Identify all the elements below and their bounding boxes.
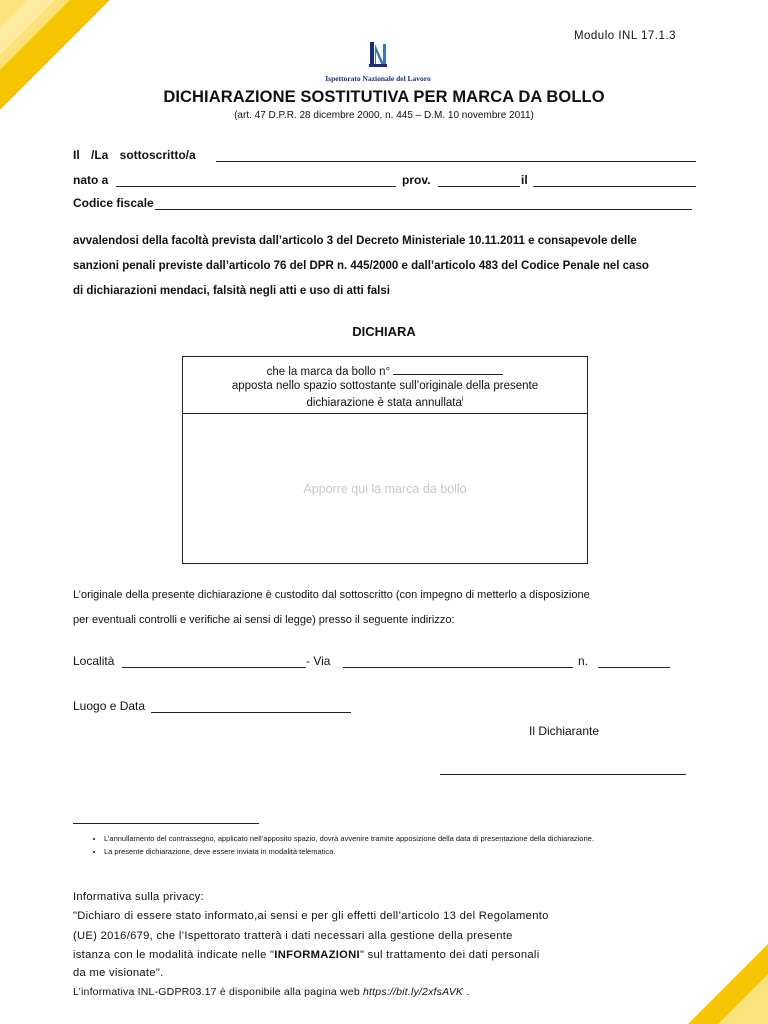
privacy-link[interactable]: https://bit.ly/2xfsAVK bbox=[363, 986, 464, 998]
privacy-line-3-start: istanza con le modalità indicate nelle " bbox=[73, 949, 275, 961]
localita-label: Località bbox=[73, 654, 115, 668]
localita-field[interactable] bbox=[122, 667, 306, 668]
signature-field[interactable] bbox=[440, 774, 686, 775]
box-header bbox=[183, 357, 587, 414]
footnote-1: • L’annullamento del contrassegno, applicato nell’apposito spazio, dovrà avvenire tramite apposizione della data di presentazione della dichiarazione. bbox=[104, 833, 648, 844]
footnote-rule bbox=[73, 823, 259, 824]
box-line-1: che la marca da bollo n° bbox=[266, 366, 391, 378]
intro-line-1: avvalendosi della facoltà prevista dall’articolo 3 del Decreto Ministeriale 10.11.2011 e consapevole delle bbox=[73, 235, 637, 247]
codice-fiscale-field[interactable] bbox=[155, 209, 692, 210]
dichiara-heading: DICHIARA bbox=[352, 324, 416, 339]
numero-field[interactable] bbox=[598, 667, 670, 668]
luogo-data-label: Luogo e Data bbox=[73, 699, 146, 713]
custody-line-1: L’originale della presente dichiarazione è custodito dal sottoscritto (con impegno di metterlo a disposizione bbox=[73, 589, 590, 601]
footnote-2: • La presente dichiarazione, deve essere inviata in modalità telematica. bbox=[104, 846, 648, 857]
prov-label: prov. bbox=[402, 173, 431, 187]
document-subtitle: (art. 47 D.P.R. 28 dicembre 2000, n. 445 – D.M. 10 novembre 2011) bbox=[234, 110, 534, 121]
via-field[interactable] bbox=[343, 667, 573, 668]
intro-line-2: sanzioni penali previste dall’articolo 76 del DPR n. 445/2000 e dall’articolo 483 del Codice Penale nel caso bbox=[73, 260, 649, 272]
privacy-line-3 bbox=[73, 949, 683, 961]
luogo-data-field[interactable] bbox=[151, 712, 351, 713]
marca-numero-field[interactable] bbox=[393, 374, 503, 375]
module-code: Modulo INL 17.1.3 bbox=[573, 30, 676, 42]
corner-decoration-bottom-right bbox=[688, 944, 768, 1024]
privacy-line-5 bbox=[73, 986, 683, 998]
marca-da-bollo-box bbox=[182, 356, 588, 564]
inl-monogram-icon bbox=[367, 40, 389, 68]
prov-field[interactable] bbox=[438, 186, 520, 187]
privacy-line-1: "Dichiaro di essere stato informato,ai sensi e per gli effetti dell’articolo 13 del Regolamento bbox=[73, 910, 549, 922]
document-title: DICHIARAZIONE SOSTITUTIVA PER MARCA DA BOLLO bbox=[163, 88, 605, 106]
stamp-placeholder[interactable]: Apporre qui la marca da bollo bbox=[303, 482, 467, 496]
dichiarante-label: Il Dichiarante bbox=[529, 724, 600, 738]
privacy-line-5-end: . bbox=[463, 986, 470, 998]
informazioni-label: INFORMAZIONI bbox=[274, 949, 360, 961]
box-line-2: apposta nello spazio sottostante sull’originale della presente bbox=[231, 380, 539, 392]
privacy-heading: Informativa sulla privacy: bbox=[73, 891, 204, 903]
data-nascita-field[interactable] bbox=[533, 186, 696, 187]
sottoscritto-label: Il /La sottoscritto/a bbox=[73, 148, 196, 162]
footnote-mark: i bbox=[461, 396, 464, 403]
nato-a-field[interactable] bbox=[116, 186, 396, 187]
privacy-line-4: da me visionate". bbox=[73, 967, 164, 979]
il-label: il bbox=[521, 173, 528, 187]
codice-fiscale-label: Codice fiscale bbox=[73, 196, 154, 210]
privacy-line-5-text: L’informativa INL-GDPR03.17 è disponibile alla pagina web bbox=[73, 986, 364, 998]
privacy-line-3-end: " sul trattamento dei dati personali bbox=[359, 949, 540, 961]
logo-text: Ispettorato Nazionale del Lavoro bbox=[325, 74, 431, 83]
numero-label: n. bbox=[578, 654, 589, 668]
intro-line-3: di dichiarazioni mendaci, falsità negli atti e uso di atti falsi bbox=[73, 285, 390, 297]
sottoscritto-field[interactable] bbox=[216, 161, 696, 162]
inl-logo bbox=[318, 40, 438, 83]
via-label: - Via bbox=[306, 654, 331, 668]
custody-line-2: per eventuali controlli e verifiche ai sensi di legge) presso il seguente indirizzo: bbox=[73, 614, 455, 626]
footnotes bbox=[88, 833, 648, 859]
privacy-line-2: (UE) 2016/679, che l’Ispettorato tratterà i dati necessari alla gestione della presente bbox=[73, 930, 513, 942]
nato-label: nato a bbox=[73, 173, 109, 187]
box-line-3: dichiarazione è stata annullata bbox=[306, 396, 462, 409]
